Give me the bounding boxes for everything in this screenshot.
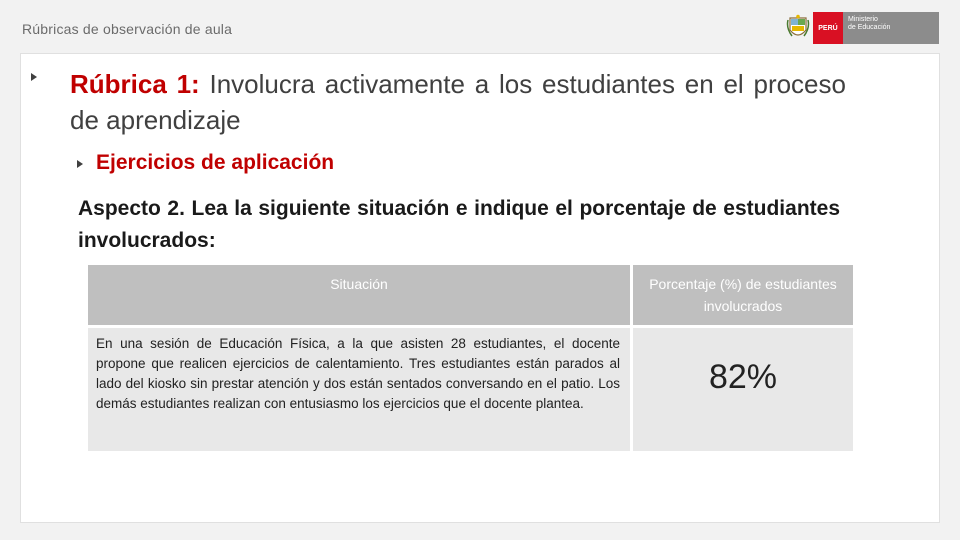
ministry-logo bbox=[783, 12, 939, 44]
situation-table bbox=[88, 265, 853, 451]
header-situation: Situación bbox=[88, 265, 633, 328]
bullet-icon bbox=[77, 160, 83, 168]
rubric-title bbox=[70, 66, 846, 138]
ministry-line2: de Educación bbox=[848, 24, 891, 31]
percentage-cell: 82% bbox=[633, 328, 853, 451]
ministry-label bbox=[843, 12, 939, 44]
situation-cell: En una sesión de Educación Física, a la que asisten 28 estudiantes, el docente propone que realicen ejercicios de calentamiento. Tres estudiantes están parados al lado del kiosko sin prestar atención y dos están sentados conversando en el patio. Los demás estudiantes realizan con entusiasmo los ejercicios que el docente plantea. bbox=[88, 328, 633, 451]
bullet-icon bbox=[31, 73, 37, 81]
ministry-line1: Ministerio bbox=[848, 16, 878, 23]
header-percentage: Porcentaje (%) de estudiantes involucrados bbox=[633, 265, 853, 328]
rubric-text: Involucra activamente a los estudiantes en el proceso de aprendizaje bbox=[70, 69, 846, 135]
coat-of-arms-icon bbox=[783, 12, 813, 44]
section-title: Ejercicios de aplicación bbox=[96, 151, 335, 174]
rubric-label: Rúbrica 1: bbox=[70, 69, 200, 99]
peru-label: PERÚ bbox=[813, 12, 843, 44]
header-title: Rúbricas de observación de aula bbox=[22, 21, 233, 37]
table-header-row bbox=[88, 265, 853, 328]
aspect-instruction: Aspecto 2. Lea la siguiente situación e indique el porcentaje de estudiantes involucrados: bbox=[78, 197, 840, 252]
table-row bbox=[88, 328, 853, 451]
